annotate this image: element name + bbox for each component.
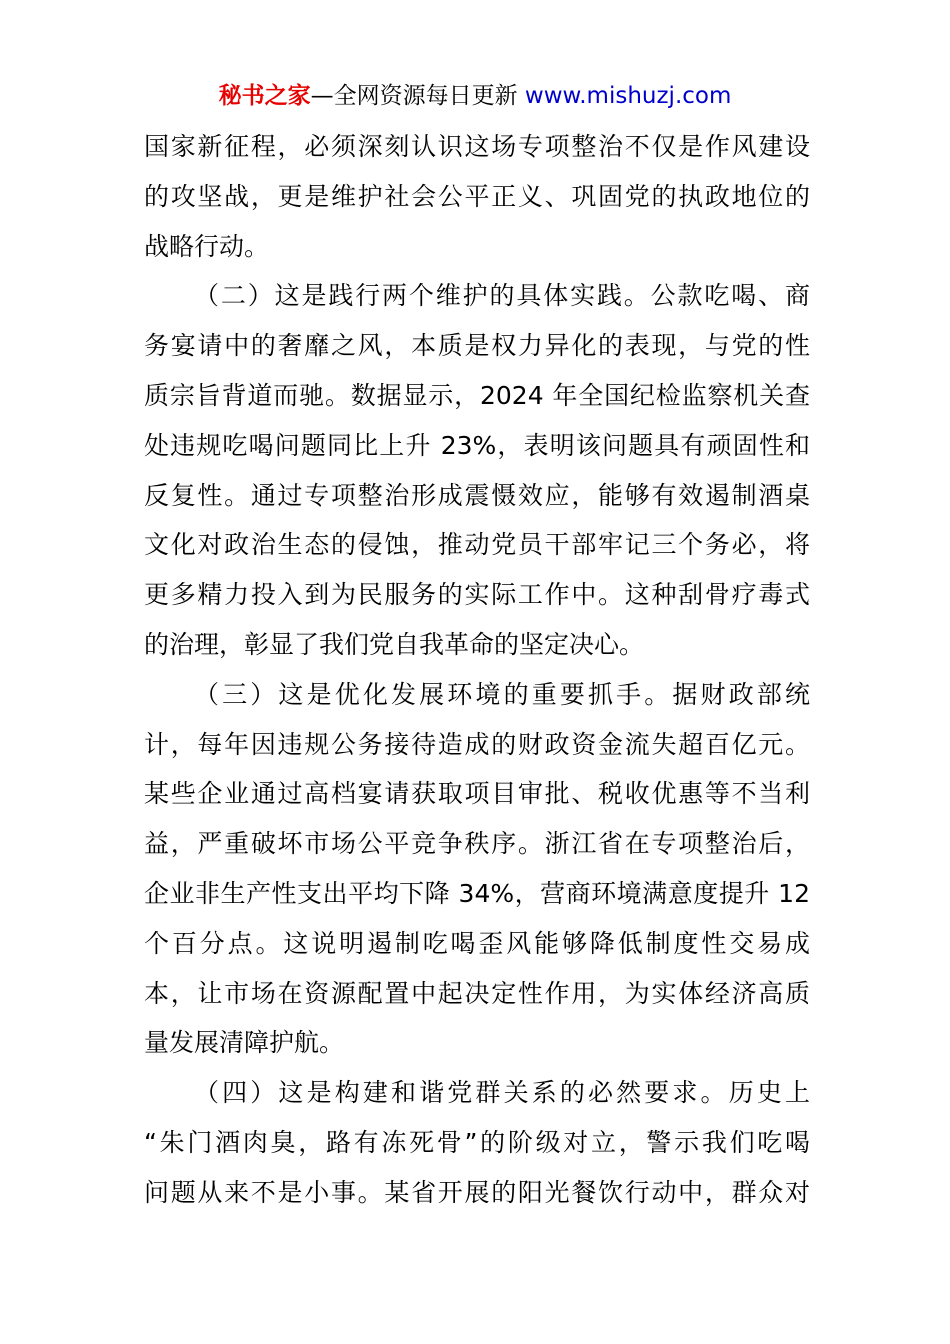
section-heading-line: （四）这是构建和谐党群关系的必然要求。历史上: [194, 1078, 810, 1108]
text-line: “朱门酒肉臭，路有冻死骨”的阶级对立，警示我们吃喝: [144, 1127, 810, 1157]
text-line: 的攻坚战，更是维护社会公平正义、巩固党的执政地位的: [144, 181, 810, 211]
text-line: 个百分点。这说明遏制吃喝歪风能够降低制度性交易成: [144, 928, 810, 958]
text-line: 计，每年因违规公务接待造成的财政资金流失超百亿元。: [144, 729, 810, 759]
text-line: 更多精力投入到为民服务的实际工作中。这种刮骨疗毒式: [144, 580, 810, 610]
text-line: 量发展清障护航。: [144, 1028, 345, 1058]
text-line: 问题从来不是小事。某省开展的阳光餐饮行动中，群众对: [144, 1177, 810, 1207]
text-line: 本，让市场在资源配置中起决定性作用，为实体经济高质: [144, 978, 810, 1008]
text-line: 战略行动。: [144, 231, 270, 261]
text-line: 国家新征程，必须深刻认识这场专项整治不仅是作风建设: [144, 132, 810, 161]
text-line: 益，严重破坏市场公平竞争秩序。浙江省在专项整治后，: [144, 829, 810, 859]
text-line: 某些企业通过高档宴请获取项目审批、税收优惠等不当利: [144, 779, 810, 809]
section-heading-line: （三）这是优化发展环境的重要抓手。据财政部统: [194, 679, 810, 709]
text-line: 反复性。通过专项整治形成震慑效应，能够有效遏制酒桌: [144, 480, 810, 510]
site-tagline: —全网资源每日更新: [310, 83, 525, 109]
text-line: 处违规吃喝问题同比上升 23%，表明该问题具有顽固性和: [144, 430, 810, 460]
text-line: 文化对政治生态的侵蚀，推动党员干部牢记三个务必，将: [144, 530, 810, 560]
site-brand: 秘书之家: [218, 83, 311, 109]
site-url-link[interactable]: www.mishuzj.com: [524, 83, 732, 109]
text-line: 企业非生产性支出平均下降 34%，营商环境满意度提升 12: [144, 878, 810, 908]
text-line: 的治理，彰显了我们党自我革命的坚定决心。: [144, 629, 645, 659]
section-heading-line: （二）这是践行两个维护的具体实践。公款吃喝、商: [194, 281, 810, 311]
site-header: [0, 80, 950, 112]
text-line: 务宴请中的奢靡之风，本质是权力异化的表现，与党的性: [144, 331, 810, 361]
text-line: 质宗旨背道而驰。数据显示，2024 年全国纪检监察机关查: [144, 380, 810, 410]
document-body: [144, 122, 810, 1218]
